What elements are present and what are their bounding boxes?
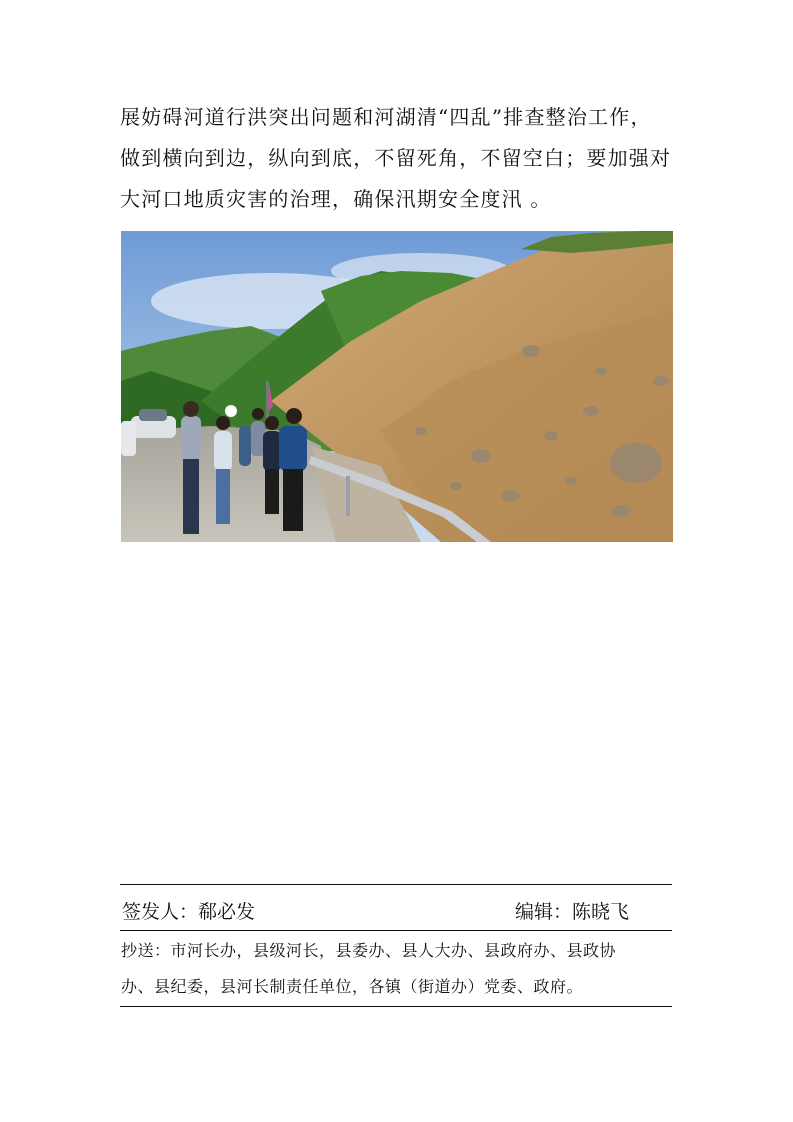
body-line-2: 做到横向到边，纵向到底，不留死角，不留空白；要加强对 xyxy=(120,146,672,170)
footer-bottom-rule xyxy=(120,1006,672,1007)
signer-label: 签发人：郗必发 xyxy=(122,901,256,923)
footer-top-rule xyxy=(120,884,672,885)
editor-label: 编辑：陈晓飞 xyxy=(515,901,630,923)
cc-line-1: 抄送：市河长办，县级河长，县委办、县人大办、县政府办、县政协 xyxy=(121,941,617,960)
body-line-1: 展妨碍河道行洪突出问题和河湖清“四乱”排查整治工作， xyxy=(120,105,652,129)
footer-middle-rule xyxy=(120,930,672,931)
cc-line-2: 办、县纪委，县河长制责任单位，各镇（街道办）党委、政府。 xyxy=(121,977,584,996)
landslide-inspection-photo xyxy=(121,231,673,542)
body-line-3: 大河口地质灾害的治理，确保汛期安全度汛 。 xyxy=(120,187,552,211)
